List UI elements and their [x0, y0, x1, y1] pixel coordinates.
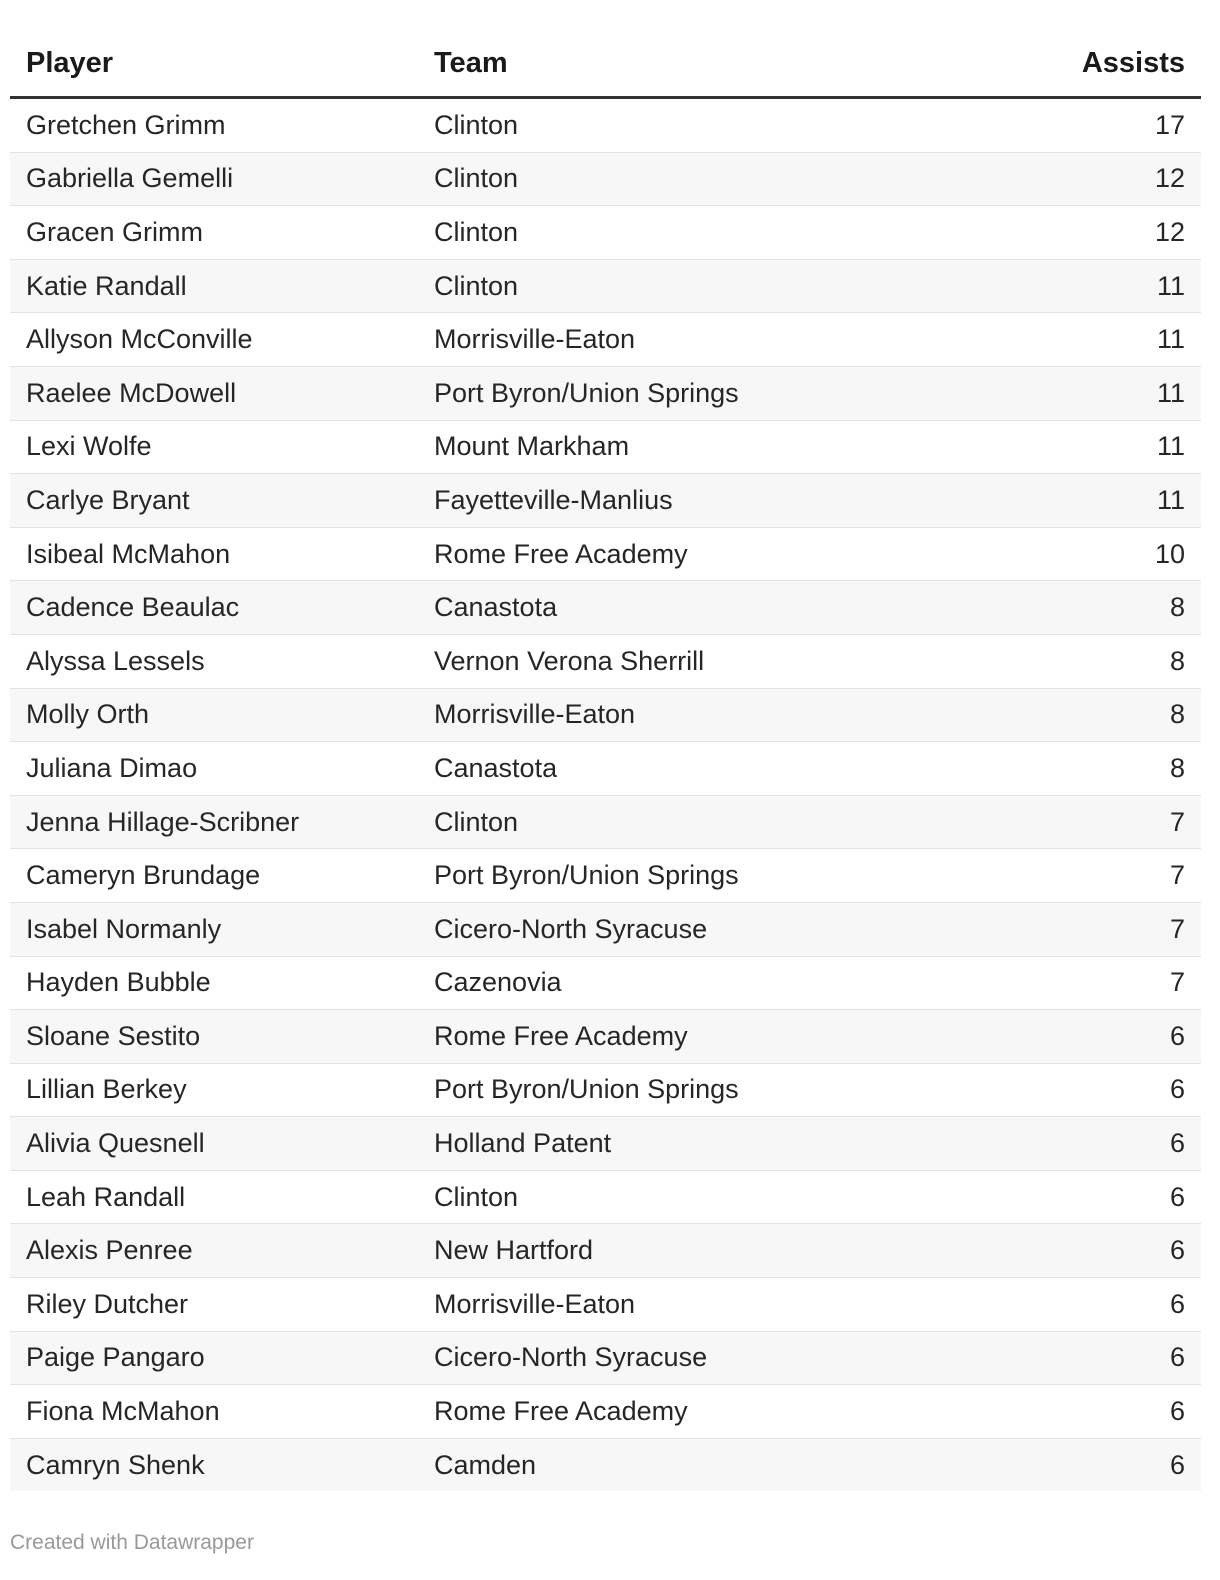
cell-team: Cicero-North Syracuse [418, 902, 918, 956]
cell-team: Canastota [418, 742, 918, 796]
cell-player: Alyssa Lessels [10, 634, 418, 688]
table-row [10, 420, 1201, 474]
table-row [10, 259, 1201, 313]
cell-assists: 8 [918, 634, 1201, 688]
cell-assists: 8 [918, 742, 1201, 796]
table-row [10, 206, 1201, 260]
cell-player: Cameryn Brundage [10, 849, 418, 903]
table-row [10, 956, 1201, 1010]
cell-assists: 11 [918, 366, 1201, 420]
cell-team: Port Byron/Union Springs [418, 1063, 918, 1117]
table-row [10, 1385, 1201, 1439]
cell-assists: 7 [918, 795, 1201, 849]
cell-team: Camden [418, 1438, 918, 1491]
cell-assists: 6 [918, 1278, 1201, 1332]
cell-team: Clinton [418, 98, 918, 153]
cell-player: Camryn Shenk [10, 1438, 418, 1491]
cell-team: Cicero-North Syracuse [418, 1331, 918, 1385]
table-row [10, 1331, 1201, 1385]
table-row [10, 1224, 1201, 1278]
cell-assists: 7 [918, 849, 1201, 903]
cell-team: Mount Markham [418, 420, 918, 474]
cell-assists: 6 [918, 1385, 1201, 1439]
table-row [10, 1117, 1201, 1171]
cell-team: Clinton [418, 1170, 918, 1224]
cell-assists: 6 [918, 1010, 1201, 1064]
cell-assists: 17 [918, 98, 1201, 153]
cell-player: Gabriella Gemelli [10, 152, 418, 206]
table-row [10, 98, 1201, 153]
cell-player: Isabel Normanly [10, 902, 418, 956]
table-row [10, 152, 1201, 206]
cell-team: Morrisville-Eaton [418, 1278, 918, 1332]
cell-assists: 6 [918, 1117, 1201, 1171]
table-row [10, 688, 1201, 742]
table-row [10, 366, 1201, 420]
cell-assists: 6 [918, 1224, 1201, 1278]
table-row [10, 527, 1201, 581]
cell-player: Molly Orth [10, 688, 418, 742]
table-row [10, 634, 1201, 688]
cell-team: Fayetteville-Manlius [418, 474, 918, 528]
cell-player: Sloane Sestito [10, 1010, 418, 1064]
table-row [10, 1170, 1201, 1224]
cell-player: Carlye Bryant [10, 474, 418, 528]
cell-team: Vernon Verona Sherrill [418, 634, 918, 688]
cell-team: New Hartford [418, 1224, 918, 1278]
cell-player: Paige Pangaro [10, 1331, 418, 1385]
table-row [10, 1010, 1201, 1064]
table-row [10, 474, 1201, 528]
datawrapper-credit: Created with Datawrapper [10, 1531, 254, 1554]
cell-assists: 12 [918, 206, 1201, 260]
cell-team: Holland Patent [418, 1117, 918, 1171]
cell-team: Port Byron/Union Springs [418, 849, 918, 903]
cell-team: Rome Free Academy [418, 1385, 918, 1439]
cell-team: Cazenovia [418, 956, 918, 1010]
table-row [10, 849, 1201, 903]
cell-team: Canastota [418, 581, 918, 635]
table-row [10, 742, 1201, 796]
table-row [10, 313, 1201, 367]
cell-assists: 12 [918, 152, 1201, 206]
cell-player: Riley Dutcher [10, 1278, 418, 1332]
cell-assists: 11 [918, 420, 1201, 474]
cell-player: Leah Randall [10, 1170, 418, 1224]
table-row [10, 902, 1201, 956]
cell-assists: 8 [918, 688, 1201, 742]
cell-assists: 6 [918, 1331, 1201, 1385]
cell-assists: 11 [918, 474, 1201, 528]
cell-assists: 7 [918, 902, 1201, 956]
header-assists[interactable]: Assists [918, 30, 1201, 98]
cell-player: Cadence Beaulac [10, 581, 418, 635]
assists-table [10, 30, 1201, 1491]
cell-team: Port Byron/Union Springs [418, 366, 918, 420]
cell-assists: 7 [918, 956, 1201, 1010]
cell-player: Alivia Quesnell [10, 1117, 418, 1171]
cell-player: Fiona McMahon [10, 1385, 418, 1439]
cell-assists: 6 [918, 1063, 1201, 1117]
table-row [10, 1438, 1201, 1491]
cell-assists: 11 [918, 259, 1201, 313]
cell-player: Hayden Bubble [10, 956, 418, 1010]
header-team[interactable]: Team [418, 30, 918, 98]
table-row [10, 795, 1201, 849]
cell-assists: 6 [918, 1170, 1201, 1224]
table-header [10, 30, 1201, 98]
cell-player: Lexi Wolfe [10, 420, 418, 474]
cell-player: Gracen Grimm [10, 206, 418, 260]
cell-player: Allyson McConville [10, 313, 418, 367]
cell-team: Rome Free Academy [418, 1010, 918, 1064]
cell-assists: 11 [918, 313, 1201, 367]
cell-assists: 6 [918, 1438, 1201, 1491]
header-row [10, 30, 1201, 98]
cell-assists: 8 [918, 581, 1201, 635]
cell-team: Rome Free Academy [418, 527, 918, 581]
cell-team: Morrisville-Eaton [418, 313, 918, 367]
table-row [10, 1063, 1201, 1117]
assists-table-container [10, 30, 1201, 1491]
cell-team: Clinton [418, 152, 918, 206]
cell-assists: 10 [918, 527, 1201, 581]
cell-player: Raelee McDowell [10, 366, 418, 420]
cell-team: Clinton [418, 206, 918, 260]
cell-player: Jenna Hillage-Scribner [10, 795, 418, 849]
header-player[interactable]: Player [10, 30, 418, 98]
cell-player: Katie Randall [10, 259, 418, 313]
cell-player: Gretchen Grimm [10, 98, 418, 153]
cell-player: Isibeal McMahon [10, 527, 418, 581]
cell-team: Clinton [418, 795, 918, 849]
table-body [10, 98, 1201, 1492]
cell-player: Juliana Dimao [10, 742, 418, 796]
cell-team: Clinton [418, 259, 918, 313]
table-row [10, 581, 1201, 635]
cell-player: Lillian Berkey [10, 1063, 418, 1117]
table-row [10, 1278, 1201, 1332]
cell-player: Alexis Penree [10, 1224, 418, 1278]
cell-team: Morrisville-Eaton [418, 688, 918, 742]
